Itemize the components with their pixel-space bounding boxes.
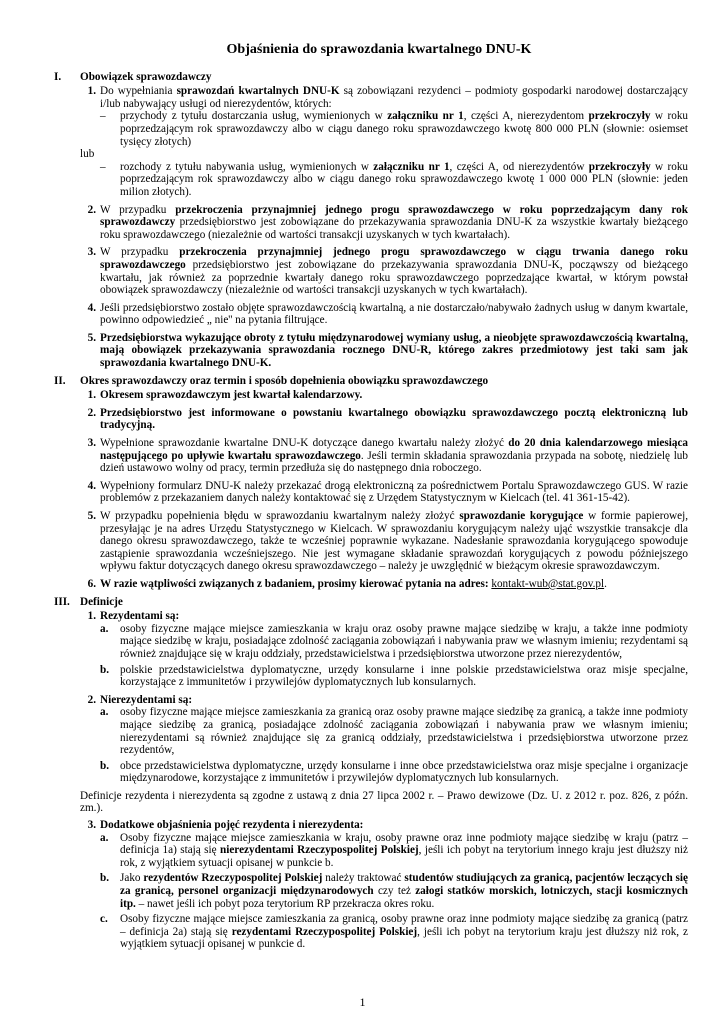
text: . Jeśli termin składania sprawozdania przypada na sobotę, niedzielę lub dzień ustawowo wolny od pracy, termin przedłuża się do następnego dnia roboczego. — [100, 449, 688, 475]
item-number: 3. — [87, 437, 96, 450]
page-number: 1 — [359, 995, 366, 1009]
text: osoby fizyczne mające miejsce zamieszkania w kraju oraz osoby prawne mające siedzibę w kraju, a także inne podmioty mające siedzibę w kraju, posiadające zdolność zaciągania zobowiązań i nabywania praw we własnym imieniu; rezydentami są również znajdujące się w kraju oddziały, przedstawicielstwa i przedsiębiorstwa utworzone przez nierezydentów, — [120, 622, 688, 660]
item-number: 1. — [87, 610, 96, 623]
text: W przypadku popełnienia błędu w sprawozdaniu kwartalnym należy złożyć — [100, 510, 460, 522]
list-item — [80, 85, 688, 198]
text-bold: studentów studiujących za granicą, pacjentów leczących się za granicą, personel organizacji międzynarodowych — [120, 872, 688, 898]
text-bold: załączniku nr 1 — [387, 110, 464, 123]
text: polskie przedstawicielstwa dyplomatyczne, urzędy konsularne i inne polskie przedstawicielstwa oraz misje specjalne, korzystające z immunitetów i przywilejów dyplomatycznych lub konsularnych. — [120, 663, 688, 689]
text-bold: sprawozdań kwartalnych DNU-K — [176, 85, 340, 98]
text-bold: przekroczyły — [588, 110, 651, 123]
sub-item — [100, 913, 688, 951]
section-number: II. — [54, 374, 66, 387]
text-bold: Przedsiębiorstwo jest informowane o powstaniu kwartalnego obowiązku sprawozdawczego pocztą elektroniczną lub tradycyjną. — [100, 406, 688, 432]
page-title: Objaśnienia do sprawozdania kwartalnego DNU-K — [226, 42, 532, 57]
text: w roku poprzedzającym rok sprawozdawczy albo w ciągu danego roku sprawozdawczego kwotę 1 000 000 PLN (słownie: jeden milion złotych). — [120, 160, 689, 198]
item-number: 5. — [87, 510, 96, 522]
section-heading: Definicje — [80, 595, 123, 608]
text: , części A, nierezydentom — [463, 110, 589, 123]
text: Wypełniony formularz DNU-K należy przekazać drogą elektroniczną za pośrednictwem Portalu Sprawozdawczego GUS. W razie problemów z przekazaniem danych należy kontaktować się z Urzędem Statystycznym w Kielcach (tel. 41 361-15-42). — [100, 479, 688, 505]
sub-item — [100, 872, 688, 910]
document — [54, 42, 689, 956]
section-3 — [54, 595, 688, 951]
text-bold: przekroczenia przynajmniej jednego progu sprawozdawczego w roku poprzedzającym dany rok sprawozdawczy — [100, 203, 688, 229]
sub-marker: a. — [100, 622, 109, 635]
text-bold: W razie wątpliwości związanych z badaniem, prosimy kierować pytania na adres: — [100, 577, 489, 590]
list-item — [80, 437, 688, 475]
list-item — [80, 246, 688, 296]
section-2 — [54, 374, 689, 591]
list-item — [80, 610, 688, 689]
sub-item — [100, 832, 688, 870]
list-item — [80, 407, 688, 432]
text-bold: sprawozdanie korygujące — [459, 510, 584, 522]
text-bold: Dodatkowe objaśnienia pojęć rezydenta i nierezydenta: — [100, 819, 364, 832]
text: , części A, od nierezydentów — [449, 160, 589, 173]
conjunction: lub — [80, 148, 95, 161]
text: są zobowiązani rezydenci – podmioty gospodarki narodowej dostarczający i/lub nabywający usługi od nierezydentów, których: — [100, 85, 688, 110]
section-number: III. — [54, 595, 70, 608]
item-number: 2. — [87, 406, 96, 419]
dash-item — [100, 110, 688, 148]
text: W przypadku — [100, 203, 176, 216]
item-number: 2. — [87, 693, 96, 706]
text: czy też — [373, 885, 416, 898]
list-item: 6. W razie wątpliwości związanych z badaniem, prosimy kierować pytania na adres: kontakt-wub@stat.gov.pl. — [80, 578, 688, 591]
section-heading: Obowiązek sprawozdawczy — [80, 70, 212, 83]
text: Wypełnione sprawozdanie kwartalne DNU-K dotyczące danego kwartału należy złożyć — [100, 437, 509, 450]
sub-marker: a. — [100, 706, 109, 719]
sub-item — [100, 706, 688, 756]
text-bold: Przedsiębiorstwa wykazujące obroty z tytułu międzynarodowej wymiany usług, a nieobjęte sprawozdawczością kwartalną, mają obowiązek przekazywania sprawozdania rocznego DNU-R, którego zakres przedmiotowy jest taki sam jak sprawozdania kwartalnego DNU-K. — [100, 331, 688, 370]
list-item — [80, 480, 688, 505]
text: – nawet jeśli ich pobyt poza terytorium RP przekracza okres roku. — [135, 897, 435, 910]
dash-marker: – — [100, 110, 106, 123]
text: Osoby fizyczne mające miejsce zamieszkania w kraju, osoby prawne oraz inne podmioty mające siedzibę w kraju (patrz – definicja 1a) stają się — [120, 831, 688, 857]
section-heading: Okres sprawozdawczy oraz termin i sposób dopełnienia obowiązku sprawozdawczego — [80, 374, 489, 387]
text: Jako — [120, 872, 144, 885]
text-bold: załogi statków morskich, lotniczych, stacji kosmicznych itp. — [120, 885, 688, 910]
item-number: 4. — [87, 479, 96, 492]
list-item — [80, 204, 688, 242]
section-number: I. — [54, 70, 62, 83]
text-bold: do 20 dnia kalendarzowego miesiąca następującego po upływie kwartału sprawozdawczego — [100, 437, 689, 462]
item-number: 1. — [87, 85, 96, 98]
text: , jeśli ich pobyt na terytorium kraju jest dłuższy niż rok, z wyjątkiem sytuacji opisanej w punkcie d. — [120, 925, 688, 951]
item-number: 5. — [87, 331, 96, 344]
text: należy traktować — [322, 872, 405, 885]
text-bold: przekroczyły — [588, 160, 651, 173]
text-bold: Nierezydentami są: — [100, 693, 193, 706]
definition-note: Definicje rezydenta i nierezydenta są zgodne z ustawą z dnia 27 lipca 2002 r. – Prawo dewizowe (Dz. U. z 2012 r. poz. 826, z późn. zm.). — [80, 789, 688, 815]
dash-item — [100, 161, 688, 199]
list-item — [80, 694, 688, 785]
item-number: 4. — [87, 301, 96, 314]
text: obce przedstawicielstwa dyplomatyczne, urzędy konsularne i inne obce przedstawicielstwa oraz misje specjalne i organizacje międzynarodowe, korzystające z immunitetów i przywilejów dyplomatycznych lub konsularnych. — [120, 759, 688, 785]
text: Jeśli przedsiębiorstwo zostało objęte sprawozdawczością kwartalną, a nie dostarczało/nabywało żadnych usług w danym kwartale, powinno odpowiedzieć „ nie'' na pytania filtrujące. — [100, 301, 688, 327]
text-bold: rezydentami Rzeczypospolitej Polskiej — [231, 925, 418, 938]
sub-item — [100, 760, 688, 785]
dash-marker: – — [100, 160, 106, 173]
text: przychody z tytułu dostarczania usług, wymienionych w — [120, 110, 388, 123]
text: w roku poprzedzającym rok sprawozdawczy albo w ciągu danego roku sprawozdawczego kwotę 800 000 PLN (słownie: osiemset tysięcy złotych) — [120, 110, 689, 148]
text: rozchody z tytułu nabywania usług, wymienionych w — [120, 160, 374, 173]
list-item — [80, 389, 688, 402]
sub-marker: b. — [100, 872, 110, 885]
section-1 — [54, 70, 689, 370]
text: przedsiębiorstwo jest zobowiązane do przekazywania sprawozdania DNU-K za wszystkie kwartały bieżącego roku sprawozdawczego (niezależnie od wartości transakcji uzyskanych w tych kwartałach). — [100, 216, 688, 241]
sub-marker: a. — [100, 831, 109, 844]
text: W przypadku — [100, 246, 180, 259]
list-item — [80, 819, 688, 951]
contact-email-link[interactable]: kontakt-wub@stat.gov.pl — [491, 577, 605, 590]
text: Osoby fizyczne mające miejsce zamieszkania za granicą, osoby prawne oraz inne podmioty mające siedzibę za granicą (patrz – definicja 2a) stają się — [120, 913, 688, 938]
text: w formie papierowej, przesyłając je na adres Urzędu Statystycznego w Kielcach. W sprawozdaniu korygującym należy ująć wszystkie transakcje dla danego okresu sprawozdawczego, także te wcześniej poprawnie wykazane. Nadesłanie sprawozdania korygującego spowoduje zastąpienie sprawozdania wcześniejszego. Nie jest wymagane składanie sprawozdań korygujących z powodu późniejszego wpływu faktur dotyczących danego okresu sprawozdawczego – należy je uwzględnić w bieżącym okresie sprawozdawczym. — [100, 510, 689, 573]
text-bold: przekroczenia przynajmniej jednego progu sprawozdawczego w ciągu trwania danego roku sprawozdawczego — [100, 246, 688, 271]
text-bold: załączniku nr 1 — [373, 160, 450, 173]
sub-item — [100, 664, 688, 689]
text: osoby fizyczne mające miejsce zamieszkania za granicą oraz osoby prawne mające siedzibę za granicą, a także inne podmioty mające siedzibę za granicą, posiadające zdolność zaciągania zobowiązań i nabywania praw we własnym imieniu; nierezydentami są również znajdujące się za granicą oddziały, przedstawicielstwa i przedsiębiorstwa utworzone przez rezydentów, — [120, 706, 688, 757]
sub-marker: b. — [100, 663, 110, 676]
item-number: 2. — [87, 203, 96, 216]
text-bold: nierezydentami Rzeczypospolitej Polskiej — [220, 844, 419, 857]
list-item — [80, 510, 688, 573]
text: przedsiębiorstwo jest zobowiązane do przekazywania sprawozdania DNU-K, począwszy od bieżącego kwartału, jak również za poprzednie kwartały danego roku sprawozdawczego poprzedzające kwartał, w którym powstał obowiązek sprawozdawczy (niezależnie od wartości transakcji uzyskanych w tych kwartałach). — [100, 258, 688, 297]
item-number: 1. — [87, 389, 96, 402]
text-bold: Rezydentami są: — [100, 610, 180, 623]
text-bold: Okresem sprawozdawczym jest kwartał kalendarzowy. — [100, 389, 363, 402]
list-item — [80, 332, 688, 370]
sub-marker: c. — [100, 913, 108, 926]
sub-item — [100, 623, 688, 661]
text-bold: rezydentów Rzeczypospolitej Polskiej — [143, 872, 323, 885]
list-item — [80, 302, 688, 327]
item-number: 6. — [87, 577, 96, 590]
item-number: 3. — [87, 246, 96, 259]
item-number: 3. — [87, 819, 96, 832]
text: , jeśli ich pobyt na terytorium innego kraju jest dłuższy niż rok, z wyjątkiem sytuacji opisanej w punkcie b. — [120, 844, 688, 869]
sub-marker: b. — [100, 759, 110, 772]
text: Do wypełniania — [100, 85, 177, 98]
